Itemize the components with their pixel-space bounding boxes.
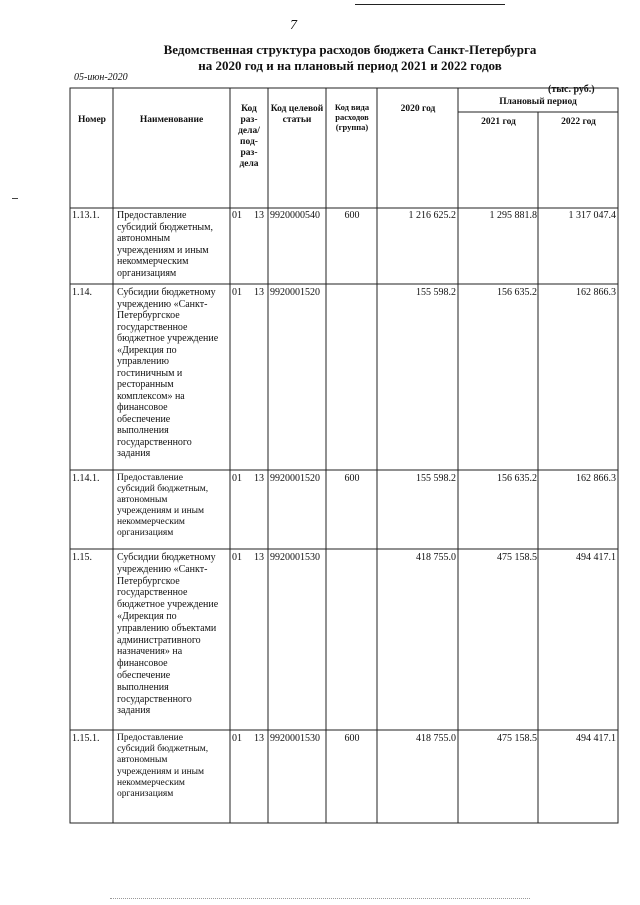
row-5-2020: 418 755.0 bbox=[416, 733, 456, 744]
header-target: Код целевой статьи bbox=[270, 104, 324, 125]
scan-footer-artifact bbox=[110, 898, 530, 899]
document-date: 05-июн-2020 bbox=[74, 72, 128, 83]
row-3-subsection: 13 bbox=[254, 473, 264, 484]
row-5-section: 01 bbox=[232, 733, 242, 744]
row-3-2020: 155 598.2 bbox=[416, 473, 456, 484]
row-3-expense-type: 600 bbox=[344, 473, 360, 484]
row-5-2021: 475 158.5 bbox=[497, 733, 537, 744]
row-1-name: Предоставление субсидий бюджетным, автономным учреждениям и иным некоммерческим организациям bbox=[117, 210, 213, 279]
row-4-name: Субсидии бюджетному учреждению «Санкт- Петербургское государственное бюджетное учреждение «Дирекция по управлению объектами административного назначения» на финансовое обеспечение выполнения государственного задания bbox=[117, 552, 219, 717]
row-2-section: 01 bbox=[232, 287, 242, 298]
row-1-section: 01 bbox=[232, 210, 242, 221]
header-expense-type: Код вида расходов (группа) bbox=[334, 102, 370, 132]
row-2-target: 9920001520 bbox=[270, 287, 320, 298]
row-5-expense-type: 600 bbox=[344, 733, 360, 744]
row-3-number: 1.14.1. bbox=[72, 473, 100, 484]
row-3-name: Предоставление субсидий бюджетным, автономным учреждениям и иным некоммерческим организациям bbox=[117, 473, 209, 538]
page-title bbox=[100, 42, 600, 74]
row-3-section: 01 bbox=[232, 473, 242, 484]
row-4-number: 1.15. bbox=[72, 552, 92, 563]
row-4-target: 9920001530 bbox=[270, 552, 320, 563]
header-2021: 2021 год bbox=[481, 117, 516, 127]
row-2-2022: 162 866.3 bbox=[576, 287, 616, 298]
header-number: Номер bbox=[78, 115, 106, 125]
scan-margin-mark bbox=[12, 198, 18, 199]
row-3-target: 9920001520 bbox=[270, 473, 320, 484]
row-4-subsection: 13 bbox=[254, 552, 264, 563]
row-2-name: Субсидии бюджетному учреждению «Санкт- Петербургское государственное бюджетное учреждение «Дирекция по управлению гостиничным и ресторанным комплексом» на финансовое обеспечение выполнения государственного задания bbox=[117, 287, 219, 459]
row-2-number: 1.14. bbox=[72, 287, 92, 298]
row-2-subsection: 13 bbox=[254, 287, 264, 298]
title-line-2: на 2020 год и на плановый период 2021 и 2022 годов bbox=[198, 58, 502, 73]
row-1-expense-type: 600 bbox=[344, 210, 360, 221]
row-5-2022: 494 417.1 bbox=[576, 733, 616, 744]
row-2-2020: 155 598.2 bbox=[416, 287, 456, 298]
row-1-2021: 1 295 881.8 bbox=[489, 210, 537, 221]
header-section: Код раз-дела/ под-раз-дела bbox=[238, 104, 260, 169]
row-4-2022: 494 417.1 bbox=[576, 552, 616, 563]
header-2020: 2020 год bbox=[400, 104, 436, 114]
row-3-2022: 162 866.3 bbox=[576, 473, 616, 484]
row-1-2022: 1 317 047.4 bbox=[568, 210, 616, 221]
row-5-target: 9920001530 bbox=[270, 733, 320, 744]
title-line-1: Ведомственная структура расходов бюджета Санкт-Петербурга bbox=[163, 42, 537, 57]
row-3-2021: 156 635.2 bbox=[497, 473, 537, 484]
row-4-2021: 475 158.5 bbox=[497, 552, 537, 563]
row-4-section: 01 bbox=[232, 552, 242, 563]
header-planned-period: Плановый период bbox=[499, 97, 577, 107]
row-1-number: 1.13.1. bbox=[72, 210, 100, 221]
row-5-subsection: 13 bbox=[254, 733, 264, 744]
header-name: Наименование bbox=[139, 115, 204, 125]
row-4-2020: 418 755.0 bbox=[416, 552, 456, 563]
row-1-subsection: 13 bbox=[254, 210, 264, 221]
row-1-target: 9920000540 bbox=[270, 210, 320, 221]
row-5-number: 1.15.1. bbox=[72, 733, 100, 744]
page-number: 7 bbox=[290, 18, 297, 33]
row-2-2021: 156 635.2 bbox=[497, 287, 537, 298]
scan-top-rule bbox=[355, 4, 505, 5]
header-2022: 2022 год bbox=[561, 117, 596, 127]
units-label: (тыс. руб.) bbox=[548, 84, 595, 95]
row-1-2020: 1 216 625.2 bbox=[408, 210, 456, 221]
row-5-name: Предоставление субсидий бюджетным, автономным учреждениям и иным некоммерческим организациям bbox=[117, 733, 209, 800]
